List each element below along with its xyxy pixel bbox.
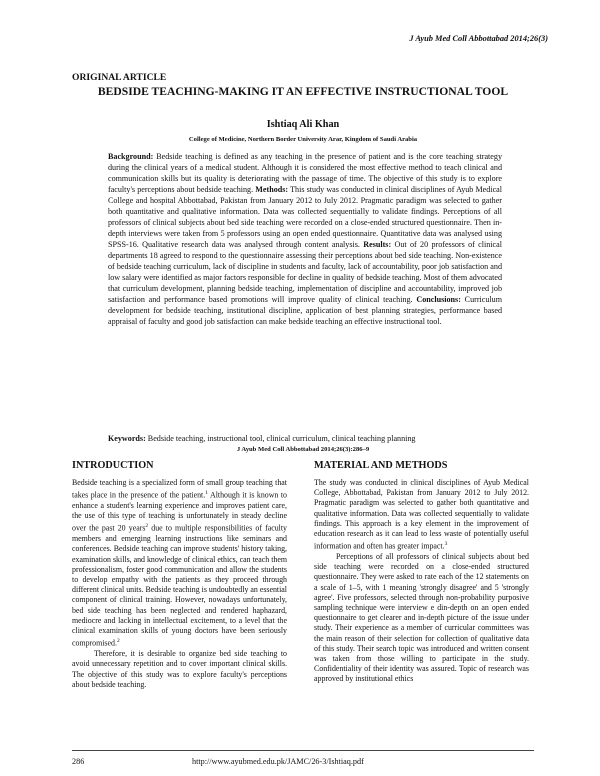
methods-heading: MATERIAL AND METHODS xyxy=(314,460,448,471)
abstract-background-label: Background: xyxy=(108,152,154,161)
article-url-link[interactable]: http://www.ayubmed.edu.pk/JAMC/26-3/Ishtiaq.pdf xyxy=(192,757,364,766)
introduction-heading: INTRODUCTION xyxy=(72,460,154,471)
citation: J Ayub Med Coll Abbottabad 2014;26(3):286–9 xyxy=(236,446,370,453)
reference-superscript: 2 xyxy=(116,638,120,645)
author-name: Ishtiaq Ali Khan xyxy=(266,119,340,130)
column-left xyxy=(72,460,287,690)
abstract-methods-text: This study was conducted in clinical disciplines of Ayub Medical College and hospital Abbottabad, Pakistan from January 2012 to July 2012. Pragmatic paradigm was selected to gather both quantitative and qualitative information. Data was collected sequentially to validate findings. Perceptions of all professors of clinical subjects about bed side teaching were recorded on a close-ended structured questionnaire. Then in-depth interviews were taken from 5 professors using an open ended questionnaire. Quantitative data was analysed using SPSS-16. Qualitative research data was analysed through content analysis. xyxy=(108,185,503,249)
keywords-text: Bedside teaching, instructional tool, clinical curriculum, clinical teaching planning xyxy=(145,434,416,443)
abstract xyxy=(108,151,502,327)
keywords xyxy=(108,434,528,444)
intro-text-b: Although it is known to enhance a student's learning experience and improves patient care, the use of this type of teaching is unfortunately in steady decline over the past 20 years xyxy=(72,490,287,534)
abstract-background-text: Bedside teaching is defined as any teaching in the presence of patient and is the core teaching strategy during the clinical years of a medical student. Although it is considered the most effective method to teach clinical and communication skills but its quality is deteriorating with the passage of time. The objective of this study is to explore faculty's perceptions about bedside teaching. xyxy=(108,152,502,194)
abstract-conclusions-label: Conclusions: xyxy=(416,295,461,304)
abstract-conclusions-text: Curriculum development for bedside teaching, institutional discipline, application of best planning strategies, performance based appraisal of faculty and good job satisfaction can make bedside teaching an effective instructional tool. xyxy=(108,295,503,326)
introduction-paragraph-1 xyxy=(72,478,287,649)
reference-superscript: 2 xyxy=(145,523,149,530)
journal-header: J Ayub Med Coll Abbottabad 2014;26(3) xyxy=(409,34,548,43)
reference-superscript: 1 xyxy=(205,490,208,497)
methods-paragraph-2: Perceptions of all professors of clinical subjects about bed side teaching were recorded on a close-ended structured questionnaire. They were asked to rate each of the 12 statements on a scale of 1–5, with 1 meaning 'strongly disagree' and 5 'strongly agree'. Five professors, selected through non-probability purposive sampling technique were interview e din-depth on an open ended questionnaire to get clearer and in-depth picture of the issue under study. Their experience as a member of curricular committees was the main reason of their selection for collection of qualitative data of this study. Their search topic was introduced and written consent was taken from those willing to participate in the study. Confidentiality of their identity was assured. Topic of research was approved by institutional ethics xyxy=(314,552,529,684)
reference-superscript: 3 xyxy=(444,541,448,548)
article-type: ORIGINAL ARTICLE xyxy=(72,72,167,83)
author-affiliation: College of Medicine, Northern Border University Arar, Kingdom of Saudi Arabia xyxy=(188,136,418,143)
intro-text-c: due to multiple responsibilities of faculty members and emerging learning instructions like seminars and conferences. Bedside teaching can improve students' history taking, examination skills, and knowledge of clinical ethics, can teach them professionalism, foster good communication and allow the students to develop empathy with the patients as they proceed through different clinical units. Bedside teaching is undoubtedly an essential component of clinical training. However, nowadays unfortunately, bed side teaching has been neglected and rendered haphazard, mediocre and lacking in intellectual excitement, to a level that the clinical examination skills of young doctors have been seriously compromised. xyxy=(72,524,287,648)
methods-paragraph-1 xyxy=(314,478,529,552)
intro-text-a: Bedside teaching is a specialized form of small group teaching that takes place in the presence of the patient. xyxy=(72,478,287,500)
introduction-paragraph-2: Therefore, it is desirable to organize bed side teaching to avoid unnecessary repetition and to cover important clinical skills. The objective of this study was to explore faculty's perceptions about bedside teaching. xyxy=(72,649,287,689)
article-title: BEDSIDE TEACHING-MAKING IT AN EFFECTIVE INSTRUCTIONAL TOOL xyxy=(97,85,509,98)
abstract-results-text: Out of 20 professors of clinical departments 18 agreed to respond to the questionnaire assessing their perceptions about bed side teaching. Non-existence of bedside teaching curriculum, lack of discipline in students and faculty, lack of accountability, poor job satisfaction and low salary were identified as major factors responsible for decline in quality of bedside teaching. Most of them advocated that curriculum development, planning bedside teaching, implementation of discipline and accountability, improved job satisfaction and performance based promotions will improve quality of clinical teaching. xyxy=(108,240,502,304)
keywords-label: Keywords: xyxy=(108,434,146,443)
abstract-results-label: Results: xyxy=(363,240,392,249)
column-right xyxy=(314,460,529,685)
abstract-methods-label: Methods: xyxy=(255,185,289,194)
page-number: 286 xyxy=(72,757,85,766)
footer-rule xyxy=(72,750,534,751)
methods-text-a: The study was conducted in clinical disciplines of Ayub Medical College, Abbottabad, Pakistan from January 2012 to July 2012. Pragmatic paradigm was selected to gather both quantitative and qualitative information. Data was collected sequentially to validate findings. This approach is a key element in the improvement of education research as it can lead to less waste of potentially useful information and often has greater impact. xyxy=(314,478,529,551)
